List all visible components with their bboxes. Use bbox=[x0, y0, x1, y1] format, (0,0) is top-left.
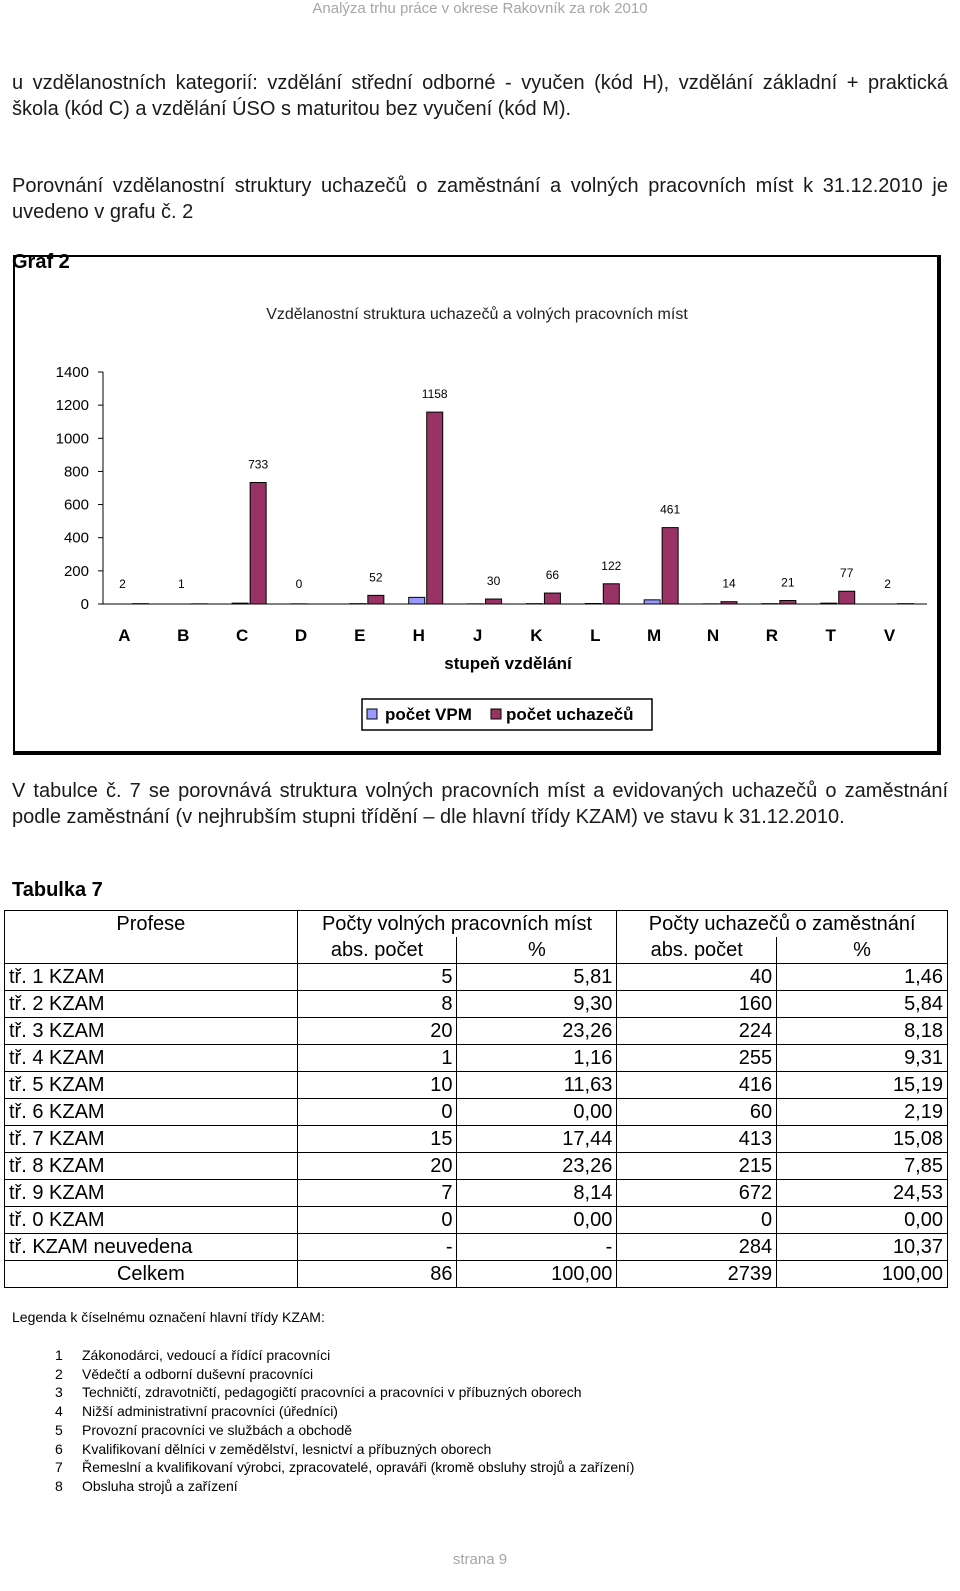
cell-uch-abs: 224 bbox=[617, 1018, 777, 1045]
x-tick-label: H bbox=[412, 626, 425, 645]
legend-item bbox=[55, 1383, 634, 1402]
x-axis-title: stupeň vzdělání bbox=[444, 654, 572, 673]
legend-item bbox=[55, 1477, 634, 1496]
data-label: 21 bbox=[781, 575, 795, 590]
legend-item bbox=[55, 1365, 634, 1384]
chart-title: Vzdělanostní struktura uchazečů a volných pracovních míst bbox=[266, 306, 688, 323]
data-label: 66 bbox=[545, 568, 560, 583]
cell-vpm-abs: 1 bbox=[297, 1045, 457, 1072]
legend-item-text: Provozní pracovníci ve službách a obchodě bbox=[82, 1421, 353, 1438]
page-number: strana 9 bbox=[452, 1551, 508, 1568]
vpm-bar bbox=[821, 603, 837, 604]
table-row bbox=[5, 1126, 948, 1153]
uchazeci-bar bbox=[486, 599, 502, 604]
uchazeci-bar bbox=[603, 584, 619, 604]
table-total-row bbox=[5, 1261, 948, 1288]
cell-uch-pct: 10,37 bbox=[777, 1234, 948, 1261]
cell-vpm-abs: 20 bbox=[297, 1153, 457, 1180]
vpm-bar bbox=[232, 603, 248, 604]
cell-uch-pct: 8,18 bbox=[777, 1018, 948, 1045]
uchazeci-bar bbox=[662, 528, 678, 604]
cell-profese: tř. 4 KZAM bbox=[5, 1045, 298, 1072]
data-label: 52 bbox=[369, 570, 383, 585]
cell-vpm-abs: 7 bbox=[297, 1180, 457, 1207]
cell-uch-abs: 672 bbox=[617, 1180, 777, 1207]
cell-uch-pct: 24,53 bbox=[777, 1180, 948, 1207]
cell-vpm-pct: 17,44 bbox=[457, 1126, 617, 1153]
cell-uch-pct: 9,31 bbox=[777, 1045, 948, 1072]
cell-vpm-abs: 0 bbox=[297, 1099, 457, 1126]
cell-profese: tř. 2 KZAM bbox=[5, 991, 298, 1018]
cell-uch-abs: 284 bbox=[617, 1234, 777, 1261]
cell-uch-abs: 40 bbox=[617, 964, 777, 991]
x-tick-label: D bbox=[294, 626, 308, 645]
table-row bbox=[5, 1180, 948, 1207]
cell-uch-abs: 255 bbox=[617, 1045, 777, 1072]
cell-vpm-pct: 5,81 bbox=[457, 964, 617, 991]
legend-item bbox=[55, 1346, 634, 1365]
total-vpm-abs: 86 bbox=[297, 1261, 457, 1288]
uchazeci-bar bbox=[368, 595, 384, 604]
header-uch-abs: abs. počet bbox=[617, 937, 777, 964]
legend-item-number: 1 bbox=[55, 1347, 63, 1363]
header-uchazeci-group: Počty uchazečů o zaměstnání bbox=[617, 911, 948, 938]
header-uch-pct: % bbox=[777, 937, 948, 964]
running-header: Analýza trhu práce v okrese Rakovník za rok 2010 bbox=[312, 0, 648, 17]
table-row bbox=[5, 1234, 948, 1261]
cell-profese: tř. 5 KZAM bbox=[5, 1072, 298, 1099]
cell-uch-abs: 215 bbox=[617, 1153, 777, 1180]
legend-item-number: 2 bbox=[55, 1365, 63, 1382]
cell-uch-abs: 60 bbox=[617, 1099, 777, 1126]
legend-title: Legenda k číselnému označení hlavní třídy KZAM: bbox=[12, 1309, 325, 1325]
y-tick-label: 400 bbox=[63, 529, 89, 547]
table-row bbox=[5, 964, 948, 991]
cell-profese: tř. 0 KZAM bbox=[5, 1207, 298, 1234]
cell-uch-abs: 160 bbox=[617, 991, 777, 1018]
cell-vpm-pct: 0,00 bbox=[457, 1099, 617, 1126]
legend-item-number: 6 bbox=[55, 1440, 63, 1457]
cell-vpm-pct: - bbox=[457, 1234, 617, 1261]
total-uch-pct: 100,00 bbox=[777, 1261, 948, 1288]
kzam-table bbox=[4, 910, 948, 1288]
legend-item-text: Techničtí, zdravotničtí, pedagogičtí pracovníci a pracovníci v příbuzných oborech bbox=[82, 1384, 582, 1401]
paragraph-table-ref: V tabulce č. 7 se porovnává struktura volných pracovních míst a evidovaných uchazečů o zaměstnání podle zaměstnání (v nejhrubším stupni třídění – dle hlavní třídy KZAM) ve stavu k 31.12.2010. bbox=[12, 780, 948, 828]
table-caption: Tabulka 7 bbox=[12, 879, 103, 901]
paragraph-intro: u vzdělanostních kategorií: vzdělání střední odborné - vyučen (kód H), vzdělání základní + praktická škola (kód C) a vzdělání ÚSO s maturitou bez vyučení (kód M). bbox=[12, 72, 948, 120]
data-label: 1 bbox=[177, 577, 185, 591]
table-row bbox=[5, 1207, 948, 1234]
legend-item-text: Vědečtí a odborní duševní pracovníci bbox=[82, 1365, 314, 1382]
data-label: 122 bbox=[601, 558, 622, 573]
vpm-bar bbox=[409, 597, 425, 604]
table-subheader-row bbox=[5, 937, 948, 964]
legend-item bbox=[55, 1402, 634, 1421]
cell-uch-pct: 15,08 bbox=[777, 1126, 948, 1153]
data-label: 461 bbox=[660, 502, 681, 517]
cell-uch-pct: 0,00 bbox=[777, 1207, 948, 1234]
legend-item-text: Řemeslní a kvalifikovaní výrobci, zpracovatelé, opraváři (kromě obsluhy strojů a zařízení) bbox=[82, 1459, 635, 1476]
table-row bbox=[5, 1018, 948, 1045]
y-tick-label: 0 bbox=[80, 596, 89, 613]
data-label: 0 bbox=[295, 577, 303, 591]
legend-item-text: Nižší administrativní pracovníci (úředníci) bbox=[82, 1403, 338, 1420]
chart-frame bbox=[13, 255, 941, 755]
cell-vpm-abs: 8 bbox=[297, 991, 457, 1018]
x-tick-label: N bbox=[706, 626, 720, 645]
cell-vpm-pct: 0,00 bbox=[457, 1207, 617, 1234]
cell-vpm-abs: 15 bbox=[297, 1126, 457, 1153]
uchazeci-bar bbox=[780, 601, 796, 604]
legend-item bbox=[55, 1421, 634, 1440]
cell-vpm-abs: 5 bbox=[297, 964, 457, 991]
header-vpm-pct: % bbox=[457, 937, 617, 964]
legend-item-text: Kvalifikovaní dělníci v zemědělství, lesnictví a příbuzných oborech bbox=[82, 1440, 492, 1457]
table-row bbox=[5, 991, 948, 1018]
x-tick-label: B bbox=[177, 626, 190, 645]
legend-item-number: 3 bbox=[55, 1384, 63, 1401]
data-label: 30 bbox=[486, 574, 501, 589]
cell-uch-abs: 416 bbox=[617, 1072, 777, 1099]
x-tick-label: C bbox=[236, 626, 249, 645]
table-header-row bbox=[5, 911, 948, 938]
graph-caption: Graf 2 bbox=[12, 251, 70, 273]
cell-profese: tř. KZAM neuvedena bbox=[5, 1234, 298, 1261]
uchazeci-bar bbox=[427, 412, 443, 604]
cell-vpm-pct: 23,26 bbox=[457, 1153, 617, 1180]
legend-item bbox=[55, 1440, 634, 1459]
y-tick-label: 200 bbox=[63, 562, 89, 580]
x-tick-label: L bbox=[590, 626, 601, 645]
x-tick-label: J bbox=[472, 626, 483, 645]
header-profese: Profese bbox=[5, 911, 298, 938]
cell-profese: tř. 3 KZAM bbox=[5, 1018, 298, 1045]
kzam-legend-list bbox=[55, 1346, 634, 1496]
cell-vpm-abs: - bbox=[297, 1234, 457, 1261]
total-vpm-pct: 100,00 bbox=[457, 1261, 617, 1288]
uchazeci-bar bbox=[721, 602, 737, 604]
legend-item-text: Obsluha strojů a zařízení bbox=[82, 1477, 238, 1494]
table-row bbox=[5, 1153, 948, 1180]
data-label: 14 bbox=[722, 576, 736, 591]
header-vpm-group: Počty volných pracovních míst bbox=[297, 911, 617, 938]
legend-label-vpm: počet VPM bbox=[385, 705, 472, 724]
cell-vpm-pct: 11,63 bbox=[457, 1072, 617, 1099]
cell-uch-pct: 15,19 bbox=[777, 1072, 948, 1099]
x-tick-label: V bbox=[883, 626, 896, 645]
legend-item-number: 4 bbox=[55, 1403, 63, 1420]
education-bar-chart bbox=[15, 257, 939, 753]
table-row bbox=[5, 1099, 948, 1126]
total-label: Celkem bbox=[5, 1261, 298, 1288]
legend-item-number: 7 bbox=[55, 1459, 63, 1476]
vpm-bar bbox=[644, 600, 660, 604]
cell-profese: tř. 9 KZAM bbox=[5, 1180, 298, 1207]
cell-vpm-abs: 0 bbox=[297, 1207, 457, 1234]
uchazeci-bar bbox=[250, 483, 266, 604]
legend-item bbox=[55, 1458, 634, 1477]
cell-uch-pct: 1,46 bbox=[777, 964, 948, 991]
legend-item-number: 8 bbox=[55, 1477, 63, 1494]
legend-item-text: Zákonodárci, vedoucí a řídící pracovníci bbox=[82, 1347, 331, 1363]
cell-vpm-pct: 9,30 bbox=[457, 991, 617, 1018]
cell-uch-pct: 5,84 bbox=[777, 991, 948, 1018]
y-tick-label: 1400 bbox=[55, 364, 89, 381]
cell-profese: tř. 8 KZAM bbox=[5, 1153, 298, 1180]
legend-item-number: 5 bbox=[55, 1421, 63, 1438]
data-label: 733 bbox=[248, 457, 269, 472]
legend-swatch-vpm bbox=[367, 709, 377, 719]
y-tick-label: 1000 bbox=[55, 430, 89, 448]
cell-vpm-abs: 10 bbox=[297, 1072, 457, 1099]
y-tick-label: 600 bbox=[63, 496, 89, 514]
header-vpm-abs: abs. počet bbox=[297, 937, 457, 964]
x-tick-label: K bbox=[530, 626, 543, 645]
y-tick-label: 1200 bbox=[55, 397, 89, 415]
data-label: 77 bbox=[840, 566, 854, 581]
x-tick-label: E bbox=[354, 626, 366, 645]
cell-vpm-pct: 23,26 bbox=[457, 1018, 617, 1045]
data-label: 2 bbox=[884, 577, 891, 591]
cell-vpm-pct: 8,14 bbox=[457, 1180, 617, 1207]
uchazeci-bar bbox=[839, 591, 855, 604]
x-tick-label: R bbox=[765, 626, 778, 645]
legend-label-uchazeci: počet uchazečů bbox=[506, 705, 634, 724]
cell-profese: tř. 7 KZAM bbox=[5, 1126, 298, 1153]
y-tick-label: 800 bbox=[63, 463, 89, 481]
x-tick-label: A bbox=[118, 626, 131, 645]
cell-uch-pct: 2,19 bbox=[777, 1099, 948, 1126]
cell-uch-pct: 7,85 bbox=[777, 1153, 948, 1180]
x-tick-label: M bbox=[647, 626, 662, 645]
cell-profese: tř. 6 KZAM bbox=[5, 1099, 298, 1126]
data-label: 2 bbox=[119, 577, 126, 591]
cell-profese: tř. 1 KZAM bbox=[5, 964, 298, 991]
table-row bbox=[5, 1045, 948, 1072]
uchazeci-bar bbox=[544, 593, 560, 604]
data-label: 1158 bbox=[421, 387, 448, 402]
legend-swatch-uchazeci bbox=[491, 709, 501, 719]
header-profese-blank bbox=[5, 937, 298, 964]
x-tick-label: T bbox=[825, 626, 836, 645]
cell-vpm-abs: 20 bbox=[297, 1018, 457, 1045]
cell-uch-abs: 0 bbox=[617, 1207, 777, 1234]
paragraph-graph-ref: Porovnání vzdělanostní struktury uchazečů o zaměstnání a volných pracovních míst k 31.12.2010 je uvedeno v grafu č. 2 bbox=[12, 175, 948, 223]
cell-uch-abs: 413 bbox=[617, 1126, 777, 1153]
cell-vpm-pct: 1,16 bbox=[457, 1045, 617, 1072]
table-row bbox=[5, 1072, 948, 1099]
total-uch-abs: 2739 bbox=[617, 1261, 777, 1288]
